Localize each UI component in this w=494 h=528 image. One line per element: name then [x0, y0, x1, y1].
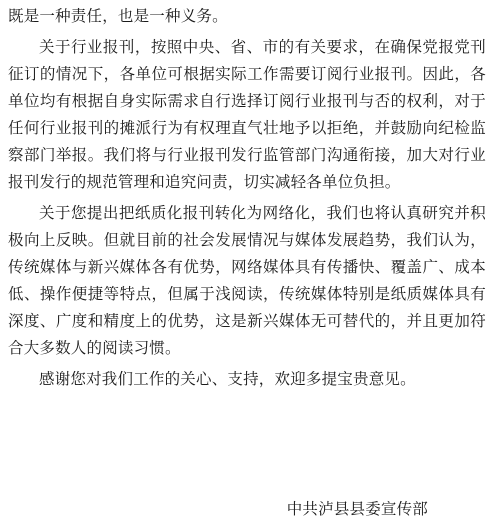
paragraph-continuation: 既是一种责任，也是一种义务。 — [8, 7, 228, 25]
paragraph-digital-conversion: 关于您提出把纸质化报刊转化为网络化，我们也将认真研究并积极向上反映。但就目前的社会发展情况与媒体发展趋势，我们认为，传统媒体与新兴媒体各有优势，网络媒体具有传播快、覆盖广、成本低、操作便捷等特点，但属于浅阅读，传统媒体特别是纸质媒体具有深度、广度和精度上的优势，这是新兴媒体无可替代的，并且更加符合大多数人的阅读习惯。 — [8, 204, 486, 357]
paragraph-thanks: 感谢您对我们工作的关心、支持，欢迎多提宝贵意见。 — [39, 370, 416, 388]
document-body — [8, 3, 486, 393]
paragraph-industry-periodicals: 关于行业报刊，按照中央、省、市的有关要求，在确保党报党刊征订的情况下，各单位可根据实际工作需要订阅行业报刊。因此，各单位均有根据自身实际需求自行选择订阅行业报刊与否的权利，对于任何行业报刊的摊派行为有权理直气壮地予以拒绝，并鼓励向纪检监察部门举报。我们将与行业报刊发行监管部门沟通衔接，加大对行业报刊发行的规范管理和追究问责，切实减轻各单位负担。 — [8, 38, 486, 191]
signature-department: 中共泸县县委宣传部 — [286, 500, 428, 518]
